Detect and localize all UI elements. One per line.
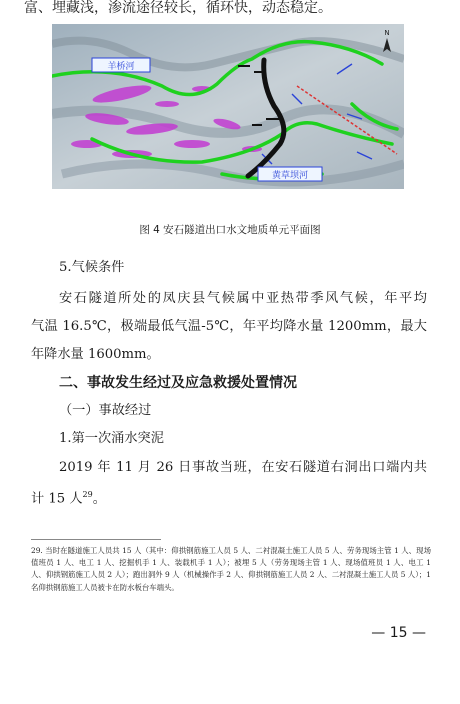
label-river-2 <box>258 167 322 181</box>
accident-paragraph-text: 计 15 人 <box>31 491 83 507</box>
hydrogeology-map <box>52 24 404 189</box>
footnote-reference[interactable]: 29 <box>82 490 93 499</box>
label-river-1 <box>92 58 150 72</box>
climate-paragraph-line-1: 安石隧道所处的凤庆县气候属中亚热带季风气候，年平均 <box>59 291 427 306</box>
accident-paragraph-line-2 <box>31 486 106 507</box>
svg-text:黄草坝河: 黄草坝河 <box>271 171 309 181</box>
figure-caption: 图 4 安石隧道出口水文地质单元平面图 <box>139 224 321 236</box>
top-text-line: 富、埋藏浅，渗流途径较长，循环快，动态稳定。 <box>24 0 332 16</box>
svg-text:N: N <box>384 29 390 37</box>
accident-paragraph-line-1: 2019 年 11 月 26 日事故当班，在安石隧道右洞出口端内共 <box>59 460 427 475</box>
page-number: — 15 — <box>371 625 426 641</box>
subsection-accident-process: （一）事故经过 <box>59 403 152 418</box>
hydrogeology-map-figure <box>52 24 404 189</box>
footnote-29: 29. 当时在隧道施工人员共 15 人（其中：仰拱钢筋施工人员 5 人、二衬混凝土施工人员 5 人、劳务现场主管 1 人、现场值班员 1 人、电工 1 人、挖掘机手 1 人、装载机手 1 人）；被埋 5 人（劳务现场主管 1 人、现场值班员 1 人、电工 1 人、仰拱钢筋施工人员 2 人）；跑出洞外 9 人（机械操作手 2 人、仰拱钢筋施工人员 2 人、二衬混凝土施工人员 5 人）；1 名仰拱钢筋施工人员被卡在防水板台车端头。 <box>31 546 431 592</box>
section-heading-2: 二、事故发生经过及应急救援处置情况 <box>59 375 297 391</box>
accident-paragraph-end: 。 <box>92 491 106 507</box>
climate-paragraph-line-2: 气温 16.5℃，极端最低气温-5℃，年平均降水量 1200mm，最大 <box>31 319 427 334</box>
climate-paragraph-line-3: 年降水量 1600mm。 <box>31 347 160 362</box>
subsection-first-mud-inrush: 1.第一次涌水突泥 <box>59 431 164 446</box>
svg-text:羊桥河: 羊桥河 <box>107 62 135 72</box>
section-5-title: 5.气候条件 <box>59 260 125 275</box>
footnote-divider <box>31 539 161 540</box>
